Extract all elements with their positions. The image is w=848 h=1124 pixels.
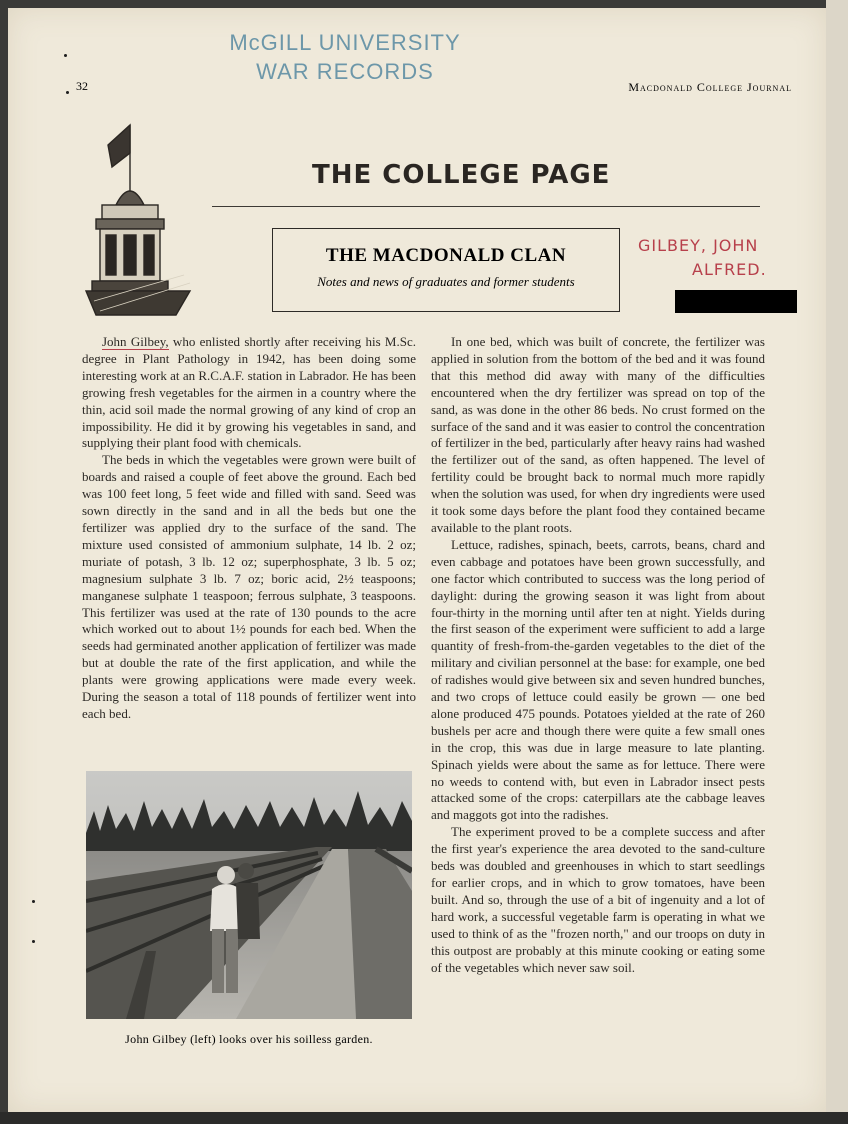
article-column-left — [82, 334, 416, 723]
garden-photo — [86, 771, 412, 1019]
stamp-line-1: McGILL UNIVERSITY — [229, 30, 461, 55]
section-heading-box — [272, 228, 620, 312]
underlined-name: John Gilbey, — [102, 334, 169, 349]
page-edge-bottom — [0, 1112, 848, 1124]
section-title: THE COLLEGE PAGE — [312, 160, 611, 190]
box-title: THE MACDONALD CLAN — [325, 245, 567, 266]
paragraph: The experiment proved to be a complete success and after the first year's experience the area devoted to the sand-culture beds was doubled and greenhouses in which to start seedlings for earlier crops, and in which to grow tomatoes, have been built. And so, through the use of a bit of ingenuity and a lot of hard work, a successful vegetable farm is operating in what we used to think of as the "frozen north," and our troops on duty in this outpost are probably at this minute cooking or eating some of the vegetables which never saw soil. — [431, 824, 765, 975]
binding-hole-mark — [32, 900, 35, 903]
archive-stamp — [200, 28, 490, 86]
photo-caption: John Gilbey (left) looks over his soilless garden. — [125, 1032, 373, 1046]
page-edge-right — [826, 0, 848, 1124]
binding-hole-mark — [64, 54, 67, 57]
paragraph: Lettuce, radishes, spinach, beets, carrots, beans, chard and even cabbage and potatoes have been grown successfully, and one factor which contributed to success was the long period of daylight: during the growing season it was light from about four-thirty in the morning until after ten at night. Yields during the first season of the experiment were sufficient to add a large quantity of fresh-from-the-garden vegetables to the diet of the military and civilian personnel at the base: for example, one bed of radishes would give between six and seven hundred bunches, and two crops of lettuce could easily be grown — one bed alone produced 475 pounds. Potatoes yielded at the rate of 260 bushels per acre and though there were quite a few small ones in the crop, this was due in large measure to late planting. Spinach yields were about the same as for lettuce. There were no weeds to contend with, but even in Labrador insect pests attacked some of the crops: caterpillars ate the cabbage leaves and maggots got into the radishes. — [431, 536, 765, 823]
binding-hole-mark — [66, 91, 69, 94]
box-subtitle: Notes and news of graduates and former students — [317, 274, 575, 289]
redaction-bar — [675, 290, 797, 313]
paragraph: In one bed, which was built of concrete, the fertilizer was applied in solution from the bottom of the bed and it was found that this method did away with many of the difficulties encountered when the dry fertilizer was spread on top of the sand, as was done in the other 86 beds. No crust formed on the surface of the sand and it was easier to control the concentration of fertilizer in the bed, particularly after heavy rains had washed the fertilizer out of the sand, as often happened. The level of fertility could be brought back to normal much more rapidly when the solution was used, for when dry ingredients were used it took some days before the plant food they contained became available to the plant roots. — [431, 334, 765, 535]
handwritten-line-2: ALFRED. — [692, 260, 767, 279]
paragraph — [82, 334, 416, 452]
handwritten-line-1: GILBEY, JOHN — [638, 236, 759, 255]
page-number: 32 — [76, 79, 88, 93]
section-title-rule — [212, 206, 760, 207]
stamp-line-2: WAR RECORDS — [256, 59, 434, 84]
article-column-right — [431, 334, 765, 976]
paragraph-text: who enlisted shortly after receiving his M.Sc. degree in Plant Pathology in 1942, has been doing some interesting work at an R.C.A.F. station in Labrador. He has been growing fresh vegetables for the airmen in a country where the thin, acid soil made the normal growing of any kind of crop an impossibility. He did it by growing his vegetables in sand, and supplying their plant food with chemicals. — [82, 334, 416, 451]
binding-hole-mark — [32, 940, 35, 943]
paragraph: The beds in which the vegetables were grown were built of boards and raised a couple of feet above the ground. Each bed was 100 feet long, 5 feet wide and filled with sand. Seed was sown directly in the sand and in all the beds but one the fertilizer was applied dry to the surface of the sand. The mixture used consisted of ammonium sulphate, 14 lb. 2 oz; muriate of potash, 3 lb. 12 oz; superphosphate, 3 lb. 5 oz; magnesium sulphate 3 lb. 7 oz; boric acid, 2½ teaspoons; manganese sulphate 1 teaspoon; ferrous sulphate, 3 teaspoons. This fertilizer was used at the rate of 130 pounds to the acre which worked out to about 1½ pounds for each bed. When the seeds had germinated another application of fertilizer was made but at double the rate of the first application, and while the plants were growing applications were made every week. During the season a total of 118 pounds of fertilizer went into each bed. — [82, 452, 416, 721]
journal-title: Macdonald College Journal — [628, 80, 792, 94]
photo-image — [86, 771, 412, 1019]
tower-logo-icon — [80, 115, 198, 320]
